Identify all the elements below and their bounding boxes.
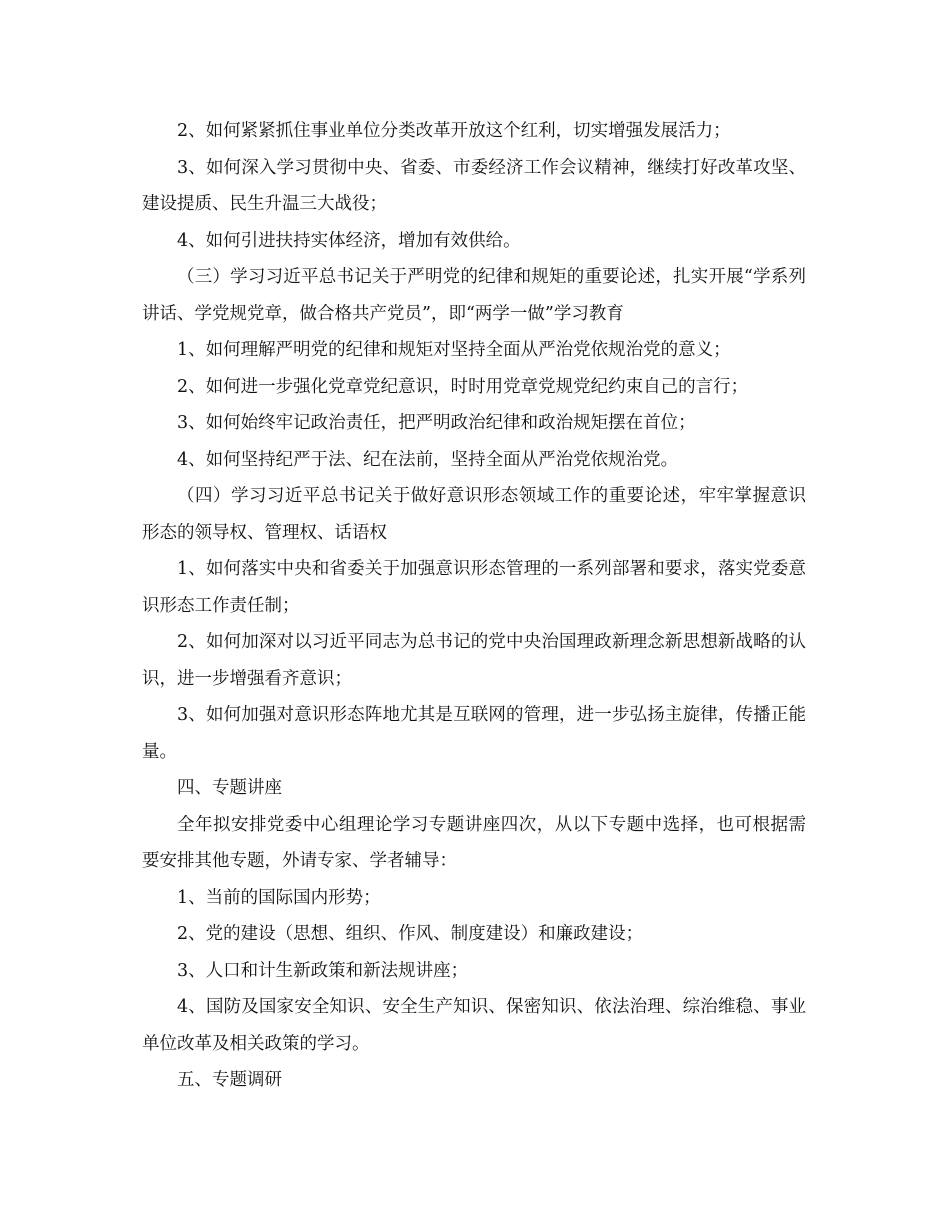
- paragraph: 2、党的建设（思想、组织、作风、制度建设）和廉政建设；: [177, 924, 644, 944]
- paragraph: 1、如何理解严明党的纪律和规矩对坚持全面从严治党依规治党的意义；: [177, 340, 731, 360]
- paragraph: 3、如何深入学习贯彻中央、省委、市委经济工作会议精神，继续打好改革攻坚、建设提质、民生升温三大战役；: [142, 157, 806, 214]
- paragraph: 1、当前的国际国内形势；: [177, 887, 381, 908]
- paragraph: 1、如何落实中央和省委关于加强意识形态管理的一系列部署和要求，落实党委意识形态工作责任制；: [142, 559, 806, 616]
- paragraph: 4、国防及国家安全知识、安全生产知识、保密知识、依法治理、综治维稳、事业单位改革及相关政策的学习。: [142, 997, 806, 1054]
- section-heading: （四）学习习近平总书记关于做好意识形态领域工作的重要论述，牢牢掌握意识形态的领导权、管理权、话语权: [142, 486, 806, 543]
- paragraph: 4、如何引进扶持实体经济，增加有效供给。: [177, 230, 521, 251]
- paragraph: 3、如何加强对意识形态阵地尤其是互联网的管理，进一步弘扬主旋律，传播正能量。: [142, 705, 806, 762]
- document-body: [142, 113, 806, 1099]
- paragraph: 3、如何始终牢记政治责任，把严明政治纪律和政治规矩摆在首位；: [177, 413, 696, 433]
- paragraph: 4、如何坚持纪严于法、纪在法前，坚持全面从严治党依规治党。: [177, 449, 679, 470]
- paragraph: 2、如何进一步强化党章党纪意识，时时用党章党规党纪约束自己的言行；: [177, 376, 749, 397]
- paragraph: 3、人口和计生新政策和新法规讲座；: [177, 960, 469, 981]
- section-heading: （三）学习习近平总书记关于严明党的纪律和规矩的重要论述，扎实开展“学系列讲话、学党规党章，做合格共产党员”，即“两学一做”学习教育: [142, 267, 806, 324]
- section-heading: 五、专题调研: [177, 1070, 282, 1090]
- section-heading: 四、专题讲座: [177, 778, 282, 798]
- paragraph: 2、如何加深对以习近平同志为总书记的党中央治国理政新理念新思想新战略的认识，进一步增强看齐意识；: [142, 632, 806, 689]
- paragraph: 2、如何紧紧抓住事业单位分类改革开放这个红利，切实增强发展活力；: [177, 121, 731, 141]
- paragraph: 全年拟安排党委中心组理论学习专题讲座四次，从以下专题中选择，也可根据需要安排其他专题，外请专家、学者辅导：: [142, 814, 806, 871]
